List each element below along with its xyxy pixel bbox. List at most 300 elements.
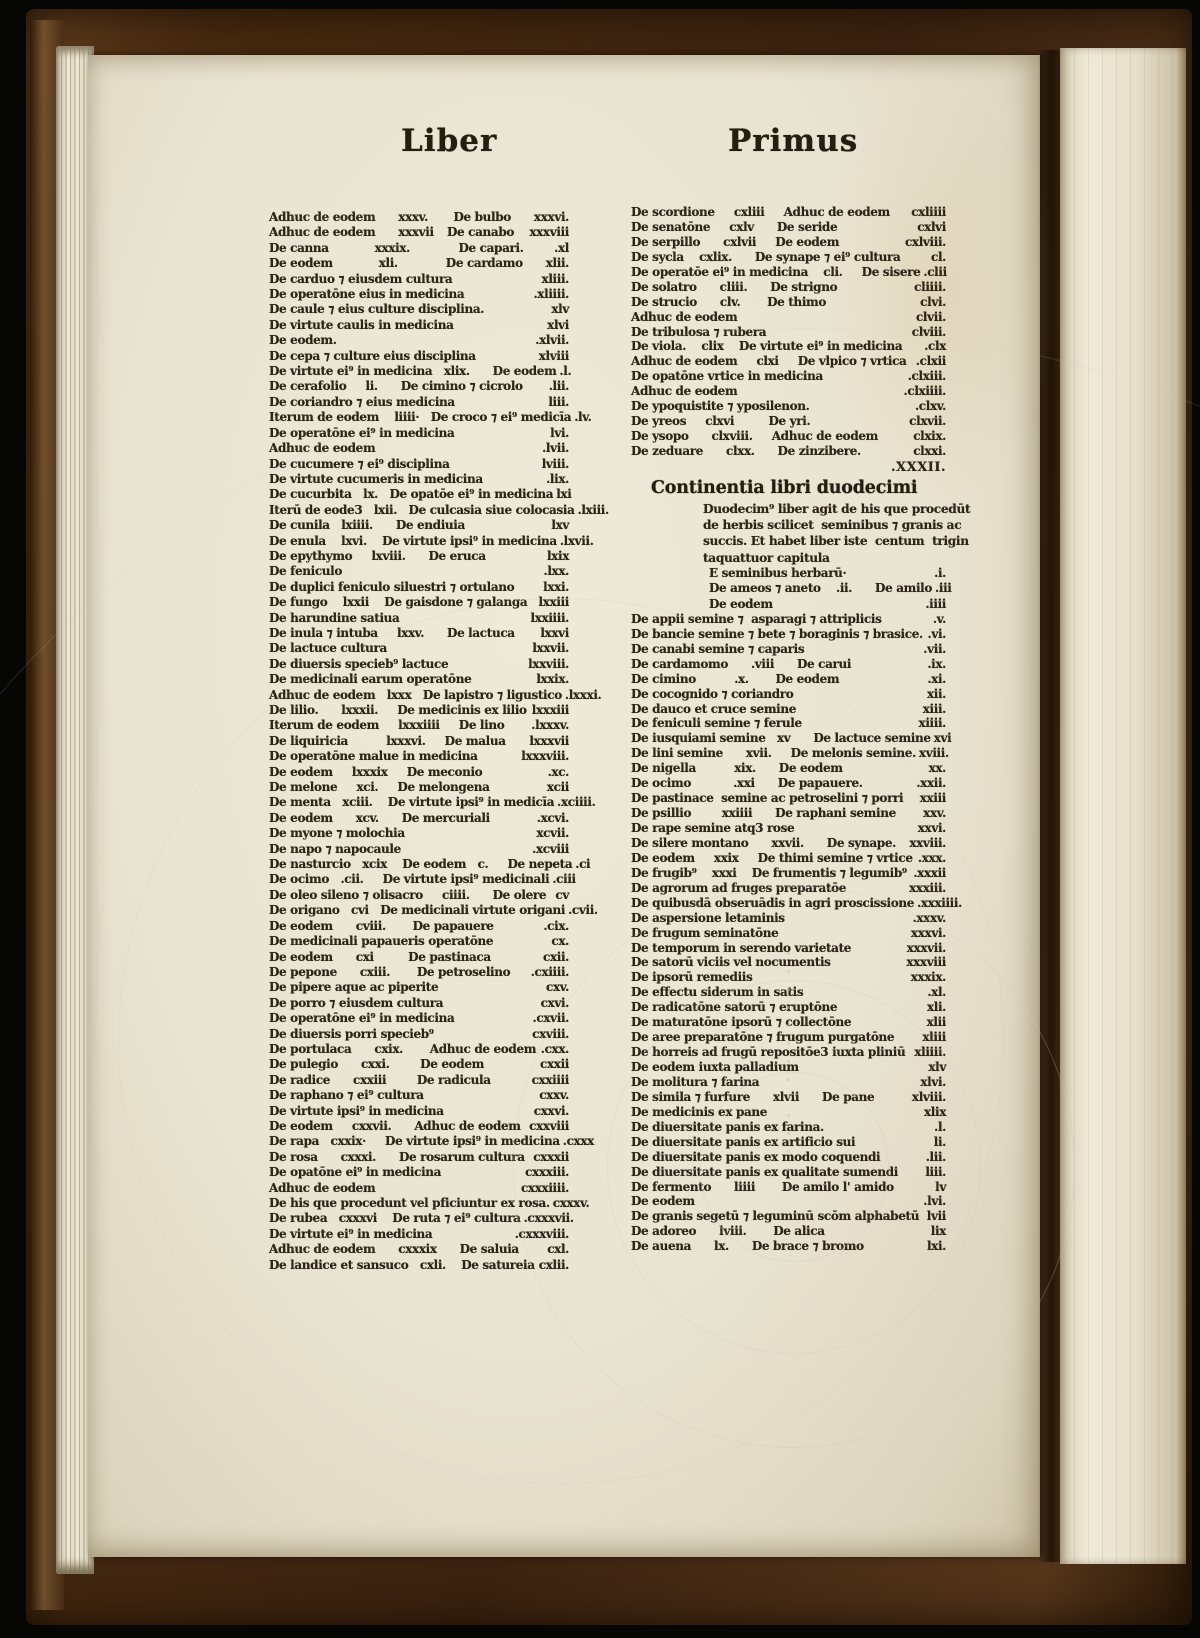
- toc-entry-text: De napo ⁊ napocaule: [269, 841, 401, 856]
- toc-entry-text: De opatōne vrtice in medicina: [631, 369, 823, 384]
- toc-entry-folio: lxxi.: [543, 579, 569, 594]
- toc-line: [631, 384, 946, 399]
- toc-line: [269, 872, 576, 887]
- toc-line: [631, 295, 946, 310]
- toc-line: [631, 265, 946, 280]
- toc-entry-folio: .lxxxi.: [564, 687, 602, 702]
- toc-line: [631, 746, 949, 761]
- toc-entry-text: De diuersitate panis ex qualitate sumendi: [631, 1164, 899, 1179]
- toc-entry-folio: .clxii: [915, 354, 946, 369]
- toc-line: [269, 996, 569, 1011]
- toc-entry-text: Adhuc de eodem: [631, 309, 738, 324]
- toc-entry-text: De diuersitate panis ex farina.: [631, 1119, 824, 1134]
- toc-entry-folio: cxxv.: [539, 1088, 569, 1103]
- toc-entry-folio: .lxx.: [543, 564, 569, 579]
- toc-line: [631, 444, 946, 459]
- toc-entry-folio: .cxxxviii.: [514, 1226, 569, 1241]
- toc-entry-folio: .iii: [935, 581, 952, 596]
- toc-line: [269, 703, 569, 718]
- toc-entry-text: De his que procedunt vel pficiuntur ex rosa.: [269, 1196, 550, 1210]
- toc-line: [631, 731, 952, 746]
- toc-entry-text: De rape semine atq3 rose: [631, 821, 795, 836]
- toc-entry-text: De cardamomo .viii De carui: [631, 656, 852, 671]
- toc-entry-text: De viola. clix De virtute ei⁹ in medicina: [631, 339, 903, 354]
- section-intro-line: Duodecim⁹ liber agit de his que procedūt: [703, 501, 971, 516]
- toc-entry-text: De carduo ⁊ eiusdem cultura: [269, 271, 453, 286]
- toc-entry-text: De eodem xcv. De mercuriali: [269, 810, 490, 825]
- toc-line: [269, 1134, 594, 1149]
- toc-entry-folio: .cxx.: [540, 1041, 569, 1056]
- toc-entry-folio: cxxxiiii.: [520, 1180, 569, 1195]
- toc-entry-folio: cxvi.: [540, 995, 569, 1010]
- toc-entry-text: De inula ⁊ intuba lxxv. De lactuca: [269, 625, 515, 640]
- toc-line: [631, 955, 946, 970]
- toc-entry-folio: .lvii.: [542, 441, 569, 456]
- toc-line: [269, 364, 572, 379]
- toc-entry-text: Adhuc de eodem: [269, 441, 376, 456]
- toc-line: [631, 1239, 946, 1254]
- toc-line: [631, 429, 946, 444]
- toc-entry-folio: .xxxii: [913, 865, 946, 880]
- toc-entry-folio: xliiii.: [914, 1045, 946, 1060]
- toc-entry-text: De maturatōne ipsorū ⁊ collectōne: [631, 1015, 852, 1030]
- toc-entry-text: Iterū de eode3 lxii. De culcasia siue colocasia: [269, 502, 575, 517]
- toc-line: [631, 1194, 946, 1209]
- toc-entry-text: De temporum in serendo varietate: [631, 940, 852, 955]
- toc-entry-text: Adhuc de eodem lxxx De lapistro ⁊ ligustico: [269, 687, 562, 702]
- toc-line: [269, 795, 596, 810]
- toc-line: [269, 965, 569, 980]
- toc-entry-text: De lini semine xvii. De melonis semine.: [631, 746, 916, 761]
- toc-entry-folio: .xliiii.: [533, 287, 569, 302]
- toc-entry-folio: De capari. .xl: [458, 240, 569, 255]
- toc-line: [631, 1060, 946, 1075]
- toc-entry-folio: .lix.: [546, 471, 569, 486]
- toc-entry-folio: .xcviii: [532, 841, 569, 856]
- toc-entry-text: De eodem cxxvii. Adhuc de eodem: [269, 1118, 521, 1133]
- toc-entry-text: De medicinali papaueris operatōne: [269, 934, 494, 949]
- toc-entry-text: De adoreo lviii. De alica: [631, 1224, 825, 1239]
- toc-entry-folio: .lii.: [548, 379, 569, 394]
- toc-line: [631, 1120, 946, 1135]
- toc-entry-folio: xxxvi.: [910, 925, 946, 940]
- toc-entry-folio: xxv.: [923, 806, 946, 821]
- toc-entry-folio: .vi.: [927, 626, 946, 641]
- toc-line: [269, 734, 569, 749]
- toc-line: [631, 1180, 946, 1195]
- toc-entry-text: De virtute cucumeris in medicina: [269, 471, 483, 486]
- left-page: [88, 55, 1040, 1557]
- toc-line: [631, 687, 946, 702]
- toc-entry-text: De oleo sileno ⁊ olisacro ciiii. De olere: [269, 887, 547, 902]
- toc-line: [631, 1150, 946, 1165]
- toc-entry-text: De ocimo .cii. De virtute ipsi⁹ medicinali: [269, 872, 550, 887]
- toc-entry-text: De cucumere ⁊ ei⁹ disciplina: [269, 456, 450, 471]
- toc-entry-folio: lxxxviii.: [521, 749, 569, 764]
- toc-line: [631, 806, 946, 821]
- toc-entry-text: De portulaca cxix. Adhuc de eodem: [269, 1041, 537, 1056]
- toc-entry-folio: .cvii.: [568, 903, 598, 918]
- toc-entry-folio: xxxvii.: [906, 940, 946, 955]
- toc-entry-text: De canabi semine ⁊ caparis: [631, 641, 805, 656]
- toc-entry-text: De nasturcio xcix De eodem c. De nepeta: [269, 857, 573, 872]
- toc-line: [269, 410, 592, 425]
- toc-entry-folio: xxxviii: [906, 955, 946, 970]
- toc-entry-folio: lvii: [926, 1209, 946, 1224]
- toc-entry-folio: .v.: [932, 611, 946, 626]
- toc-entry-text: De myone ⁊ molochia: [269, 826, 405, 841]
- toc-entry-folio: xiii.: [922, 701, 946, 716]
- toc-line: [631, 1209, 946, 1224]
- toc-entry-text: De lactuce cultura: [269, 641, 387, 656]
- toc-entry-text: De aree preparatōne ⁊ frugum purgatōne: [631, 1030, 895, 1045]
- toc-entry-text: De eodem: [631, 1194, 695, 1209]
- toc-entry-folio: cxxxv.: [552, 1196, 590, 1210]
- toc-entry-folio: lix: [930, 1224, 946, 1239]
- toc-entry-text: De quibusdā obseruādis in agri proscissione: [631, 895, 915, 910]
- toc-entry-text: De tribulosa ⁊ rubera: [631, 324, 767, 339]
- toc-entry-text: Adhuc de eodem clxi De vlpico ⁊ vrtica: [631, 354, 907, 369]
- toc-entry-text: De serpillo cxlvii De eodem: [631, 234, 840, 249]
- toc-entry-text: De eodem cxi De pastinaca: [269, 949, 491, 964]
- toc-line: [269, 1119, 569, 1134]
- toc-line: [631, 941, 946, 956]
- toc-entry-text: De eodem: [709, 596, 773, 611]
- toc-entry-text: De ipsorū remediis: [631, 970, 753, 985]
- toc-entry-text: Adhuc de eodem: [631, 384, 738, 399]
- toc-entry-text: De diuersitate panis ex artificio sui: [631, 1134, 856, 1149]
- toc-line: [269, 641, 569, 656]
- toc-entry-folio: li.: [933, 1134, 946, 1149]
- toc-entry-folio: .vii.: [923, 641, 946, 656]
- toc-entry-text: De silere montano xxvii. De synape.: [631, 835, 896, 850]
- toc-entry-folio: lvi.: [550, 425, 569, 440]
- toc-entry-text: De horreis ad frugū repositōe3 iuxta pliniū: [631, 1045, 906, 1060]
- toc-entry-folio: .cix.: [543, 918, 569, 933]
- toc-entry-folio: .lii.: [925, 1149, 946, 1164]
- toc-entry-text: De feniculo: [269, 564, 343, 579]
- toc-entry-folio: xlviii: [538, 348, 569, 363]
- toc-entry-text: De operatōne ei⁹ in medicina: [269, 1011, 455, 1026]
- toc-entry-text: De cunila lxiiii. De endiuia: [269, 518, 465, 533]
- section-intro-line: succis. Et habet liber iste centum trigin: [703, 534, 969, 549]
- toc-line: [269, 657, 569, 672]
- toc-entry-text: De cepa ⁊ culture eius disciplina: [269, 348, 476, 363]
- toc-entry-folio: .xlvii.: [535, 333, 569, 348]
- toc-line: [269, 595, 569, 610]
- toc-line: [631, 1000, 946, 1015]
- toc-entry-folio: lviii.: [541, 456, 569, 471]
- toc-left-column: [269, 210, 609, 1273]
- toc-line: [631, 1030, 946, 1045]
- toc-line: [631, 970, 946, 985]
- toc-line: [631, 1224, 946, 1239]
- toc-entry-text: De virtute ei⁹ in medicina xlix. De eodem: [269, 364, 557, 379]
- toc-line: [269, 287, 569, 302]
- toc-entry-text: Adhuc de eodem: [269, 1180, 376, 1195]
- section-heading: Continentia libri duodecimi: [651, 477, 918, 498]
- toc-line: [269, 256, 569, 271]
- toc-line: [631, 280, 946, 295]
- toc-line: [269, 395, 569, 410]
- toc-line: [631, 597, 946, 612]
- toc-line: [269, 1042, 569, 1057]
- toc-entry-folio: .cxvii.: [532, 1011, 569, 1026]
- toc-line: [269, 1227, 569, 1242]
- toc-entry-folio: .lxvii.: [559, 533, 594, 548]
- toc-entry-text: De appii semine ⁊ asparagi ⁊ attriplicis: [631, 611, 882, 626]
- toc-entry-folio: cliiii.: [914, 279, 946, 294]
- toc-line: [631, 250, 946, 265]
- toc-entry-folio: De canabo xxxviii: [446, 225, 569, 240]
- toc-line: [631, 657, 946, 672]
- toc-entry-text: De molitura ⁊ farina: [631, 1074, 760, 1089]
- toc-entry-folio: clvi.: [920, 294, 946, 309]
- toc-entry-text: Adhuc de eodem xxxv.: [269, 210, 428, 224]
- toc-line: [269, 426, 569, 441]
- toc-line: [631, 776, 946, 791]
- toc-entry-text: De virtute ipsi⁹ in medicina: [269, 1103, 444, 1118]
- toc-entry-folio: clvii.: [915, 309, 946, 324]
- toc-entry-text: De solatro cliii. De strigno: [631, 279, 838, 294]
- toc-entry-folio: .cxxxvii.: [523, 1211, 574, 1226]
- toc-line: [269, 302, 569, 317]
- toc-entry-text: De porro ⁊ eiusdem cultura: [269, 995, 444, 1010]
- toc-line: [269, 950, 569, 965]
- toc-entry-folio: .xxxiiii.: [917, 895, 962, 910]
- toc-entry-text: De effectu siderum in satis: [631, 985, 804, 1000]
- toc-line: [631, 627, 946, 642]
- toc-line: [269, 1073, 569, 1088]
- toc-entry-text: De bancie semine ⁊ bete ⁊ boraginis ⁊ brasice.: [631, 626, 923, 641]
- toc-line: [631, 235, 946, 250]
- toc-entry-folio: xii.: [926, 686, 946, 701]
- toc-entry-text: De agrorum ad fruges preparatōe: [631, 880, 847, 895]
- toc-line: [631, 702, 946, 717]
- toc-entry-text: De eodem iuxta palladium: [631, 1060, 799, 1075]
- toc-line: [269, 1165, 569, 1180]
- toc-line: [269, 1104, 569, 1119]
- toc-line: [631, 1045, 946, 1060]
- toc-entry-folio: clxvii.: [909, 414, 946, 429]
- toc-line: [269, 1211, 574, 1226]
- toc-entry-folio: xlvi: [547, 317, 569, 332]
- toc-line: [631, 1135, 946, 1150]
- toc-entry-text: De eodem lxxxix De meconio: [269, 764, 483, 779]
- toc-entry-folio: lxi.: [926, 1239, 946, 1254]
- toc-line: [631, 581, 952, 596]
- toc-entry-text: De diuersis porri specieb⁹: [269, 1026, 434, 1041]
- toc-line: [269, 318, 569, 333]
- toc-entry-folio: .cxiiii.: [530, 964, 569, 979]
- toc-entry-text: De dauco et cruce semine: [631, 701, 797, 716]
- toc-right-column: [631, 205, 971, 1254]
- toc-line: [269, 765, 569, 780]
- toc-entry-folio: lv: [935, 1179, 946, 1194]
- toc-entry-text: De cocognido ⁊ coriandro: [631, 686, 794, 701]
- toc-entry-text: De operatōne malue in medicina: [269, 749, 478, 764]
- toc-line: [631, 926, 946, 941]
- toc-entry-folio: .xi.: [927, 671, 946, 686]
- toc-entry-text: De fungo lxxii De gaisdone ⁊ galanga: [269, 595, 528, 610]
- toc-entry-text: De operatōe ei⁹ in medicina cli. De sisere: [631, 264, 921, 279]
- toc-entry-text: De frugib⁹ xxxi De frumentis ⁊ legumib⁹: [631, 865, 907, 880]
- toc-line: [269, 457, 569, 472]
- toc-line: [631, 1105, 946, 1120]
- toc-entry-folio: lxxvii.: [532, 641, 569, 656]
- toc-line: [269, 934, 569, 949]
- toc-line: [269, 472, 569, 487]
- page-heading-left: Liber: [401, 123, 498, 159]
- toc-entry-folio: xlvi.: [920, 1074, 946, 1089]
- toc-entry-text: De ocimo .xxi De papauere.: [631, 776, 863, 791]
- toc-entry-text: De simila ⁊ furfure xlvii De pane: [631, 1089, 875, 1104]
- toc-entry-text: De zeduare clxx. De zinzibere.: [631, 444, 861, 458]
- toc-entry-folio: clxix.: [913, 429, 946, 444]
- toc-entry-folio: xcii: [546, 780, 569, 795]
- toc-entry-folio: xcvii.: [536, 826, 569, 841]
- toc-line: [269, 718, 569, 733]
- toc-entry-folio: xxvi.: [917, 821, 946, 836]
- toc-entry-folio: .cxxx: [562, 1134, 594, 1149]
- toc-entry-text: De yreos clxvi De yri.: [631, 414, 811, 429]
- toc-entry-folio: cxlii.: [538, 1257, 569, 1272]
- toc-line: [269, 1258, 569, 1273]
- toc-line: [269, 980, 569, 995]
- toc-entry-text: De operatōne eius in medicina: [269, 287, 465, 302]
- toc-line: [269, 502, 609, 518]
- toc-entry-text: De eodem cviii. De papauere: [269, 918, 494, 933]
- toc-entry-text: De rapa cxxix· De virtute ipsi⁹ in medicina: [269, 1134, 560, 1149]
- toc-entry-text: De iusquiami semine xv De lactuce semine: [631, 731, 931, 746]
- toc-line: [631, 791, 946, 806]
- toc-entry-text: De fermento liiii De amilo l' amido: [631, 1179, 894, 1194]
- toc-entry-text: De medicinis ex pane: [631, 1104, 768, 1119]
- toc-line: [631, 716, 946, 731]
- toc-entry-text: Iterum de eodem liiii· De croco ⁊ ei⁹ medicīa: [269, 410, 572, 425]
- toc-right-main-list: [631, 611, 962, 1254]
- toc-line: [631, 1015, 946, 1030]
- toc-entry-folio: .xxx.: [917, 850, 946, 865]
- toc-entry-folio: liii.: [925, 1164, 946, 1179]
- toc-entry-text: De harundine satiua: [269, 610, 400, 625]
- toc-entry-folio: .lv.: [574, 410, 592, 425]
- toc-entry-text: De nigella xix. De eodem: [631, 761, 843, 776]
- toc-line: [269, 379, 569, 394]
- toc-entry-text: De lilio. lxxxii. De medicinis ex lilio: [269, 703, 527, 717]
- toc-entry-folio: xlix: [923, 1104, 946, 1119]
- toc-entry-text: De psillio xxiiii De raphani semine: [631, 806, 896, 821]
- toc-entry-folio: cl.: [931, 249, 946, 264]
- toc-entry-text: De radice cxxiii De radicula: [269, 1072, 491, 1087]
- quire-mark: .XXXII.: [891, 459, 946, 475]
- toc-entry-folio: lxix: [546, 548, 569, 563]
- toc-line: [269, 842, 569, 857]
- toc-entry-folio: clxxi.: [913, 444, 946, 458]
- toc-line: [269, 518, 569, 533]
- toc-line: [631, 399, 946, 414]
- toc-line: [269, 1057, 569, 1072]
- section-intro-line: taquattuor capitula: [703, 550, 830, 565]
- toc-line: [631, 414, 946, 429]
- toc-line: [269, 333, 569, 348]
- toc-entry-text: De granis segetū ⁊ leguminū scōm alphabetū: [631, 1209, 920, 1224]
- toc-line: [631, 985, 946, 1000]
- toc-line: [269, 210, 569, 225]
- toc-entry-folio: .xl.: [927, 985, 946, 1000]
- toc-entry-folio: cxliiii: [911, 205, 946, 219]
- toc-line: [631, 310, 946, 325]
- toc-entry-folio: lxxix.: [536, 672, 569, 687]
- toc-entry-folio: .clxiiii.: [903, 384, 946, 399]
- toc-line: [631, 354, 946, 369]
- toc-line: [269, 749, 569, 764]
- toc-entry-text: E seminibus herbarū·: [709, 565, 847, 580]
- toc-line: [631, 851, 946, 866]
- toc-entry-folio: cxviii.: [532, 1026, 569, 1041]
- toc-entry-folio: clviii.: [911, 324, 946, 339]
- toc-line: [269, 780, 569, 795]
- toc-line: [269, 626, 569, 641]
- toc-entry-folio: xiiii.: [918, 716, 946, 731]
- toc-entry-folio: xliii.: [541, 271, 569, 286]
- toc-entry-folio: cxxii: [540, 1057, 569, 1072]
- toc-entry-text: De ameos ⁊ aneto .ii. De amilo: [709, 581, 933, 596]
- toc-entry-folio: lxxvi: [540, 625, 569, 640]
- toc-entry-text: De liquiricia lxxxvi. De malua: [269, 733, 506, 748]
- toc-entry-folio: lxi: [556, 487, 572, 502]
- toc-entry-folio: .clx: [924, 339, 946, 354]
- toc-line: [631, 642, 946, 657]
- toc-entry-folio: cxxvi.: [533, 1103, 569, 1118]
- toc-line: [269, 241, 569, 256]
- toc-entry-text: De cucurbita lx. De opatōe ei⁹ in medicina: [269, 487, 554, 502]
- toc-entry-folio: .ciii: [552, 872, 576, 887]
- toc-line: [269, 272, 569, 287]
- toc-line: [269, 349, 569, 364]
- toc-entry-folio: lxv: [551, 518, 569, 533]
- toc-entry-folio: lxxviii.: [528, 656, 569, 671]
- toc-entry-folio: De bulbo xxxvi.: [453, 210, 569, 224]
- toc-entry-text: De menta xciii. De virtute ipsi⁹ in medicīa: [269, 795, 555, 810]
- toc-entry-folio: liii.: [548, 394, 569, 409]
- toc-entry-folio: xliii: [922, 1030, 946, 1045]
- toc-entry-folio: .clxiii.: [907, 369, 946, 384]
- toc-entry-text: De diuersitate panis ex modo coquendi: [631, 1149, 881, 1164]
- toc-line: [631, 881, 946, 896]
- toc-line: [269, 672, 569, 687]
- toc-entry-text: De pepone cxiii. De petroselino: [269, 964, 511, 979]
- toc-entry-text: De diuersis specieb⁹ lactuce: [269, 656, 449, 671]
- toc-entry-text: De cerafolio li. De cimino ⁊ cicrolo: [269, 379, 523, 394]
- toc-line: [269, 811, 569, 826]
- toc-entry-folio: .ci: [575, 857, 591, 872]
- toc-line: [269, 826, 569, 841]
- toc-line: [631, 836, 946, 851]
- toc-entry-text: De pulegio cxxi. De eodem: [269, 1057, 484, 1072]
- toc-entry-folio: cxlvi: [917, 219, 946, 234]
- toc-entry-folio: cxl.: [547, 1242, 569, 1257]
- toc-entry-folio: .xxii.: [916, 776, 946, 791]
- toc-entry-text: Iterum de eodem lxxxiiii De lino: [269, 718, 505, 733]
- toc-entry-folio: .iiii: [925, 596, 946, 611]
- gutter-shadow: [1038, 50, 1062, 1562]
- toc-entry-folio: .xc.: [547, 764, 569, 779]
- toc-line: [269, 1088, 569, 1103]
- toc-line: [631, 895, 962, 911]
- toc-entry-folio: lxxxvii: [529, 733, 569, 748]
- toc-entry-text: Adhuc de eodem xxxvii: [269, 225, 434, 240]
